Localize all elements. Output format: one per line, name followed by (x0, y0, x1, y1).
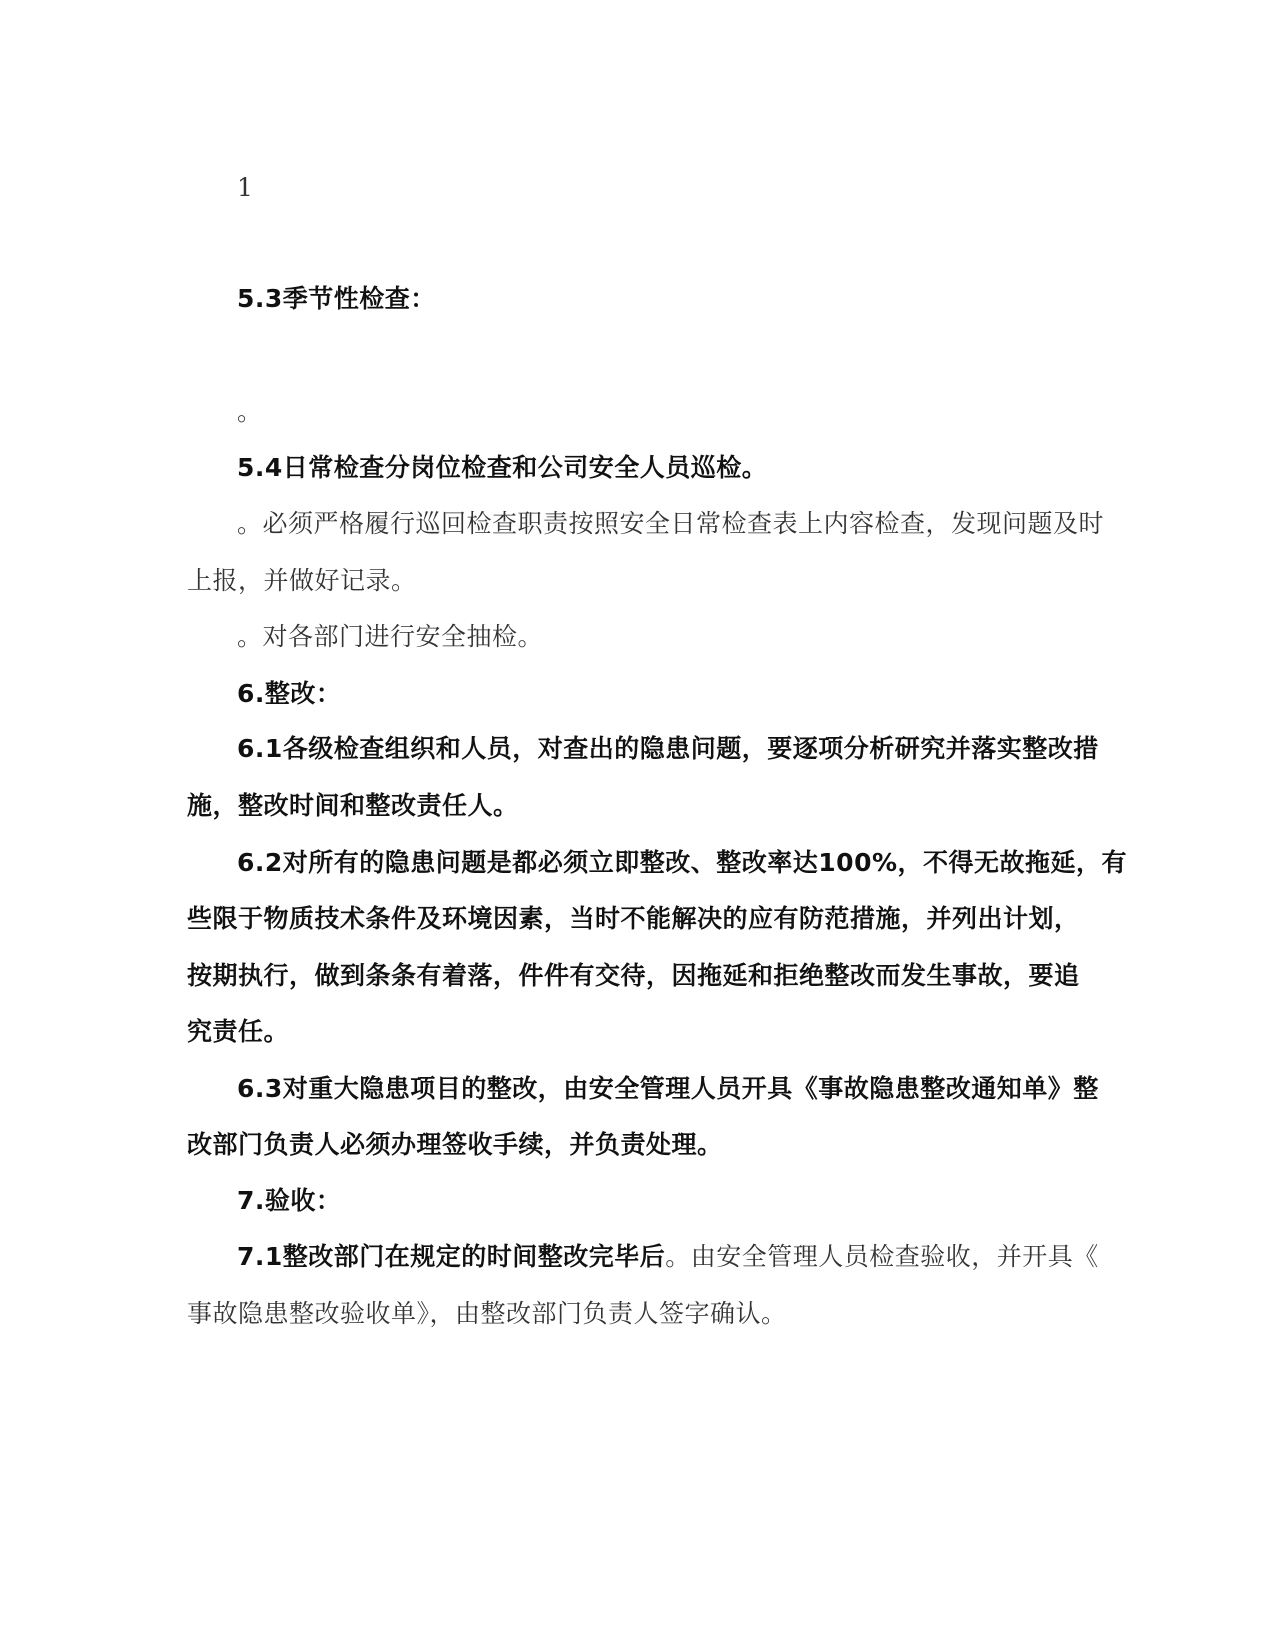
section-5-4-item1-line2: 上报，并做好记录。 (187, 566, 417, 595)
section-7-1-line2: 事故隐患整改验收单》，由整改部门负责人签字确认。 (187, 1299, 787, 1328)
section-5-3-body: 。 (237, 397, 263, 426)
section-6-2-line3: 按期执行，做到条条有着落，件件有交待，因拖延和拒绝整改而发生事故，要追 (187, 961, 1080, 990)
section-6-1-line2: 施，整改时间和整改责任人。 (187, 791, 519, 820)
section-6-1-line1: 6.1各级检查组织和人员，对查出的隐患问题，要逐项分析研究并落实整改措 (237, 734, 1099, 763)
section-6-2-line2: 些限于物质技术条件及环境因素，当时不能解决的应有防范措施，并列出计划， (187, 904, 1080, 933)
section-7-title: 7.验收： (237, 1186, 342, 1215)
section-6-2-line4: 究责任。 (187, 1017, 290, 1046)
section-7-1-line1 (237, 1241, 1099, 1273)
section-7-1-line1-rest: 。由安全管理人员检查验收，并开具《 (665, 1242, 1099, 1271)
section-5-4-title: 5.4日常检查分岗位检查和公司安全人员巡检。 (237, 453, 768, 482)
section-6-2-line1: 6.2对所有的隐患问题是都必须立即整改、整改率达100%，不得无故拖延，有 (237, 848, 1128, 877)
section-5-4-item2: 。对各部门进行安全抽检。 (237, 622, 544, 651)
page-number: 1 (237, 173, 254, 202)
section-5-3-title: 5.3季节性检查： (237, 284, 436, 313)
section-6-3-line2: 改部门负责人必须办理签收手续，并负责处理。 (187, 1130, 723, 1159)
section-7-1-line1-bold: 7.1整改部门在规定的时间整改完毕后 (237, 1242, 666, 1271)
section-5-4-item1-line1: 。必须严格履行巡回检查职责按照安全日常检查表上内容检查，发现问题及时 (237, 509, 1105, 538)
section-6-title: 6.整改： (237, 679, 342, 708)
section-6-3-line1: 6.3对重大隐患项目的整改，由安全管理人员开具《事故隐患整改通知单》整 (237, 1074, 1099, 1103)
